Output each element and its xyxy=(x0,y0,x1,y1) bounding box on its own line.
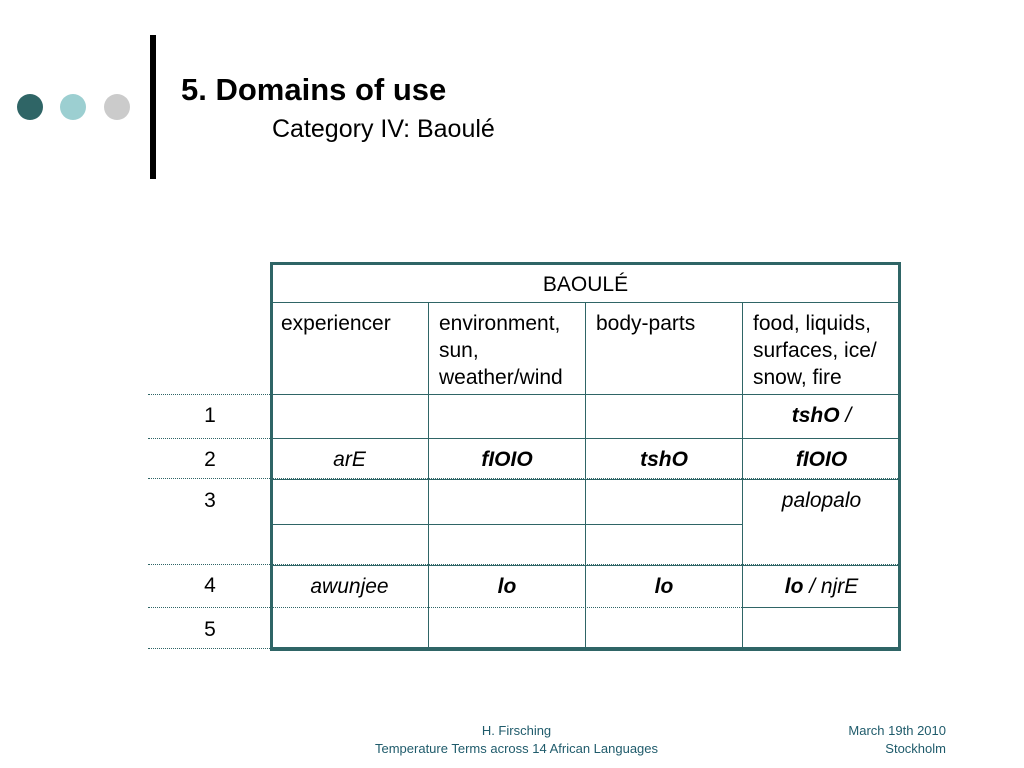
decorative-dot-dark xyxy=(17,94,43,120)
term-text: awunjee xyxy=(310,575,389,598)
decorative-dot-light xyxy=(60,94,86,120)
column-header-environment: environment, sun, weather/wind xyxy=(428,302,586,395)
language-header: BAOULÉ xyxy=(270,262,901,303)
table-cell xyxy=(270,438,429,525)
column-header-experiencer: experiencer xyxy=(270,302,429,395)
row-separator xyxy=(148,648,270,649)
row-number: 1 xyxy=(204,404,216,427)
table-cell xyxy=(742,565,901,608)
table-cell xyxy=(742,479,901,566)
row-number: 5 xyxy=(204,618,216,641)
term-text: tshO xyxy=(791,404,840,427)
column-header-body-parts: body-parts xyxy=(585,302,743,395)
table-cell xyxy=(428,524,586,566)
term-text: lo xyxy=(784,575,804,598)
footer-right xyxy=(780,722,946,758)
table-cell xyxy=(428,565,586,651)
footer-center xyxy=(300,722,733,758)
table-cell xyxy=(428,438,586,525)
baoule-table xyxy=(270,262,901,650)
row-number: 3 xyxy=(204,489,216,512)
footer-place: Stockholm xyxy=(885,741,946,756)
table-cell xyxy=(585,524,743,566)
decorative-dot-gray xyxy=(104,94,130,120)
table-cell xyxy=(270,524,429,566)
footer-date: March 19th 2010 xyxy=(848,723,946,738)
table-cell xyxy=(270,565,429,651)
term-text: / njrE xyxy=(803,575,859,598)
column-header-food: food, liquids, surfaces, ice/ snow, fire xyxy=(742,302,901,395)
footer-author: H. Firsching xyxy=(481,723,552,738)
slide-subtitle: Category IV: Baoulé xyxy=(272,115,495,143)
table-cell xyxy=(742,607,901,651)
term-text: palopalo xyxy=(781,489,862,512)
term-text: arE xyxy=(333,448,366,471)
footer-talk-title: Temperature Terms across 14 African Languages xyxy=(374,741,659,756)
table-cell xyxy=(585,565,743,651)
term-text: / xyxy=(839,404,852,427)
term-text: fIOIO xyxy=(481,448,533,471)
row-number: 4 xyxy=(204,574,216,597)
slide-title: 5. Domains of use xyxy=(181,72,447,107)
term-text: lo xyxy=(654,575,674,598)
row-number: 2 xyxy=(204,448,216,471)
term-text: lo xyxy=(497,575,517,598)
term-text: fIOIO xyxy=(795,448,848,471)
table-cell xyxy=(585,438,743,525)
term-text: tshO xyxy=(640,448,688,471)
title-divider-bar xyxy=(150,35,156,179)
table-cell xyxy=(742,438,901,480)
